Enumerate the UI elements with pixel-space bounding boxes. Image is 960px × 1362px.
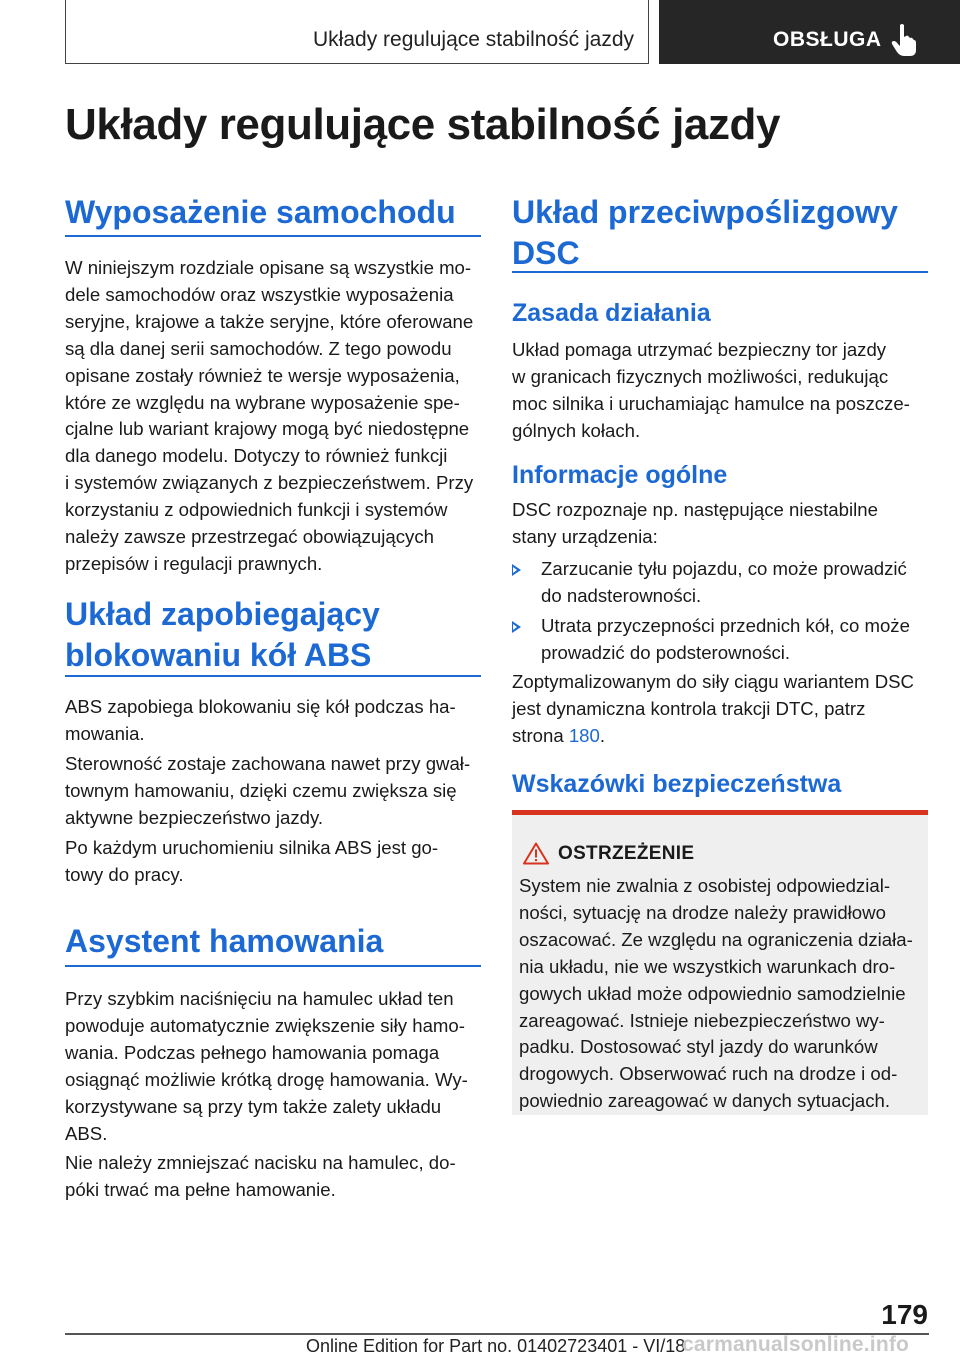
heading-rule	[65, 675, 481, 677]
brake-assist-paragraph-1: Przy szybkim naciśnięciu na hamulec układ ten powoduje automatycznie zwiększenie siły hamo‐ wania. Podczas pełnego hamowania pomaga osiągnąć możliwie krótką drogę hamowania. Wy‐ korzystywane są przy tym także zalety układu ABS.	[65, 988, 468, 1144]
header-section-title: Układy regulujące stabilność jazdy	[313, 28, 634, 51]
footer-edition: Online Edition for Part no. 01402723401 - VI/18	[306, 1336, 686, 1356]
principle-paragraph: Układ pomaga utrzymać bezpieczny tor jazdy w granicach fizycznych możliwości, redukując moc silnika i uruchamiając hamulce na poszcze‐ gólnych kołach.	[512, 339, 910, 441]
heading-equipment: Wyposażenie samochodu	[65, 194, 456, 230]
warning-box	[512, 810, 928, 1115]
heading-abs: Układ zapobiegający blokowaniu kół ABS	[65, 596, 380, 673]
abs-paragraph-1: ABS zapobiega blokowaniu się kół podczas ha‐ mowania.	[65, 696, 456, 744]
list-item	[512, 556, 928, 610]
heading-dsc: Układ przeciwpoślizgowy DSC	[512, 194, 898, 271]
warning-title: OSTRZEŻENIE	[558, 843, 695, 864]
hand-pointer-icon	[891, 23, 917, 57]
page-reference-link[interactable]: 180	[568, 724, 600, 746]
page-title: Układy regulujące stabilność jazdy	[65, 100, 781, 149]
heading-principle: Zasada działania	[512, 299, 711, 327]
heading-rule	[512, 271, 928, 273]
page-number: 179	[881, 1299, 928, 1330]
heading-general-info: Informacje ogólne	[512, 461, 728, 489]
brake-assist-paragraph-2: Nie należy zmniejszać nacisku na hamulec, do‐ póki trwać ma pełne hamowanie.	[65, 1152, 456, 1200]
heading-brake-assist: Asystent hamowania	[65, 923, 384, 959]
list-item-text: Utrata przyczepności przednich kół, co może prowadzić do podsterowności.	[541, 615, 910, 663]
abs-paragraph-3: Po każdym uruchomieniu silnika ABS jest go‐ towy do pracy.	[65, 837, 439, 885]
header-tab-obsluga[interactable]	[659, 0, 960, 64]
list-item-text: Zarzucanie tyłu pojazdu, co może prowadzić do nadsterowności.	[541, 558, 907, 606]
header-section-box	[65, 0, 649, 64]
abs-paragraph-2: Sterowność zostaje zachowana nawet przy gwał‐ townym hamowaniu, dzięki czemu zwiększa się aktywne bezpieczeństwo jazdy.	[65, 753, 471, 828]
heading-rule	[65, 965, 481, 967]
bullet-triangle-icon	[512, 621, 521, 633]
optimized-paragraph: Zoptymalizowanym do siły ciągu wariantem DSC jest dynamiczna kontrola trakcji DTC, patrz strona 180.	[512, 671, 914, 746]
warning-triangle-icon	[523, 842, 549, 865]
header-tab-label: OBSŁUGA	[773, 28, 882, 51]
footer-watermark: carmanualsonline.info	[682, 1333, 910, 1356]
warning-text: System nie zwalnia z osobistej odpowiedzial‐ ności, sytuację na drodze należy prawidłowo oszacować. Ze względu na ograniczenia działa‐ nia układu, nie we wszystkich warunkach dro‐ gowych układ może odpowiednio samodzielnie zareagować. Istnieje niebezpieczeństwo wy‐ padku. Dostosować styl jazdy do warunków drogowych. Obserwować ruch na drodze i od‐ powiednio zareagować w danych sytuacjach.	[519, 875, 913, 1112]
list-item	[512, 613, 928, 667]
heading-safety: Wskazówki bezpieczeństwa	[512, 770, 842, 798]
bullet-triangle-icon	[512, 564, 521, 576]
equipment-paragraph: W niniejszym rozdziale opisane są wszystkie mo‐ dele samochodów oraz wszystkie wyposażenia seryjne, krajowe a także seryjne, które oferowane są dla danej serii samochodów. Z tego powodu opisane zostały również te wersje wyposażenia, które ze względu na wybrane wyposażenie spe‐ cjalne lub wariant krajowy mogą być niedostępne dla danego modelu. Dotyczy to również funkcji i systemów związanych z bezpieczeństwem. Przy korzystaniu z odpowiednich funkcji i systemów należy zawsze przestrzegać obowiązujących przepisów i regulacji prawnych.	[65, 257, 474, 574]
general-paragraph: DSC rozpoznaje np. następujące niestabilne stany urządzenia:	[512, 499, 878, 547]
heading-rule	[65, 235, 481, 237]
